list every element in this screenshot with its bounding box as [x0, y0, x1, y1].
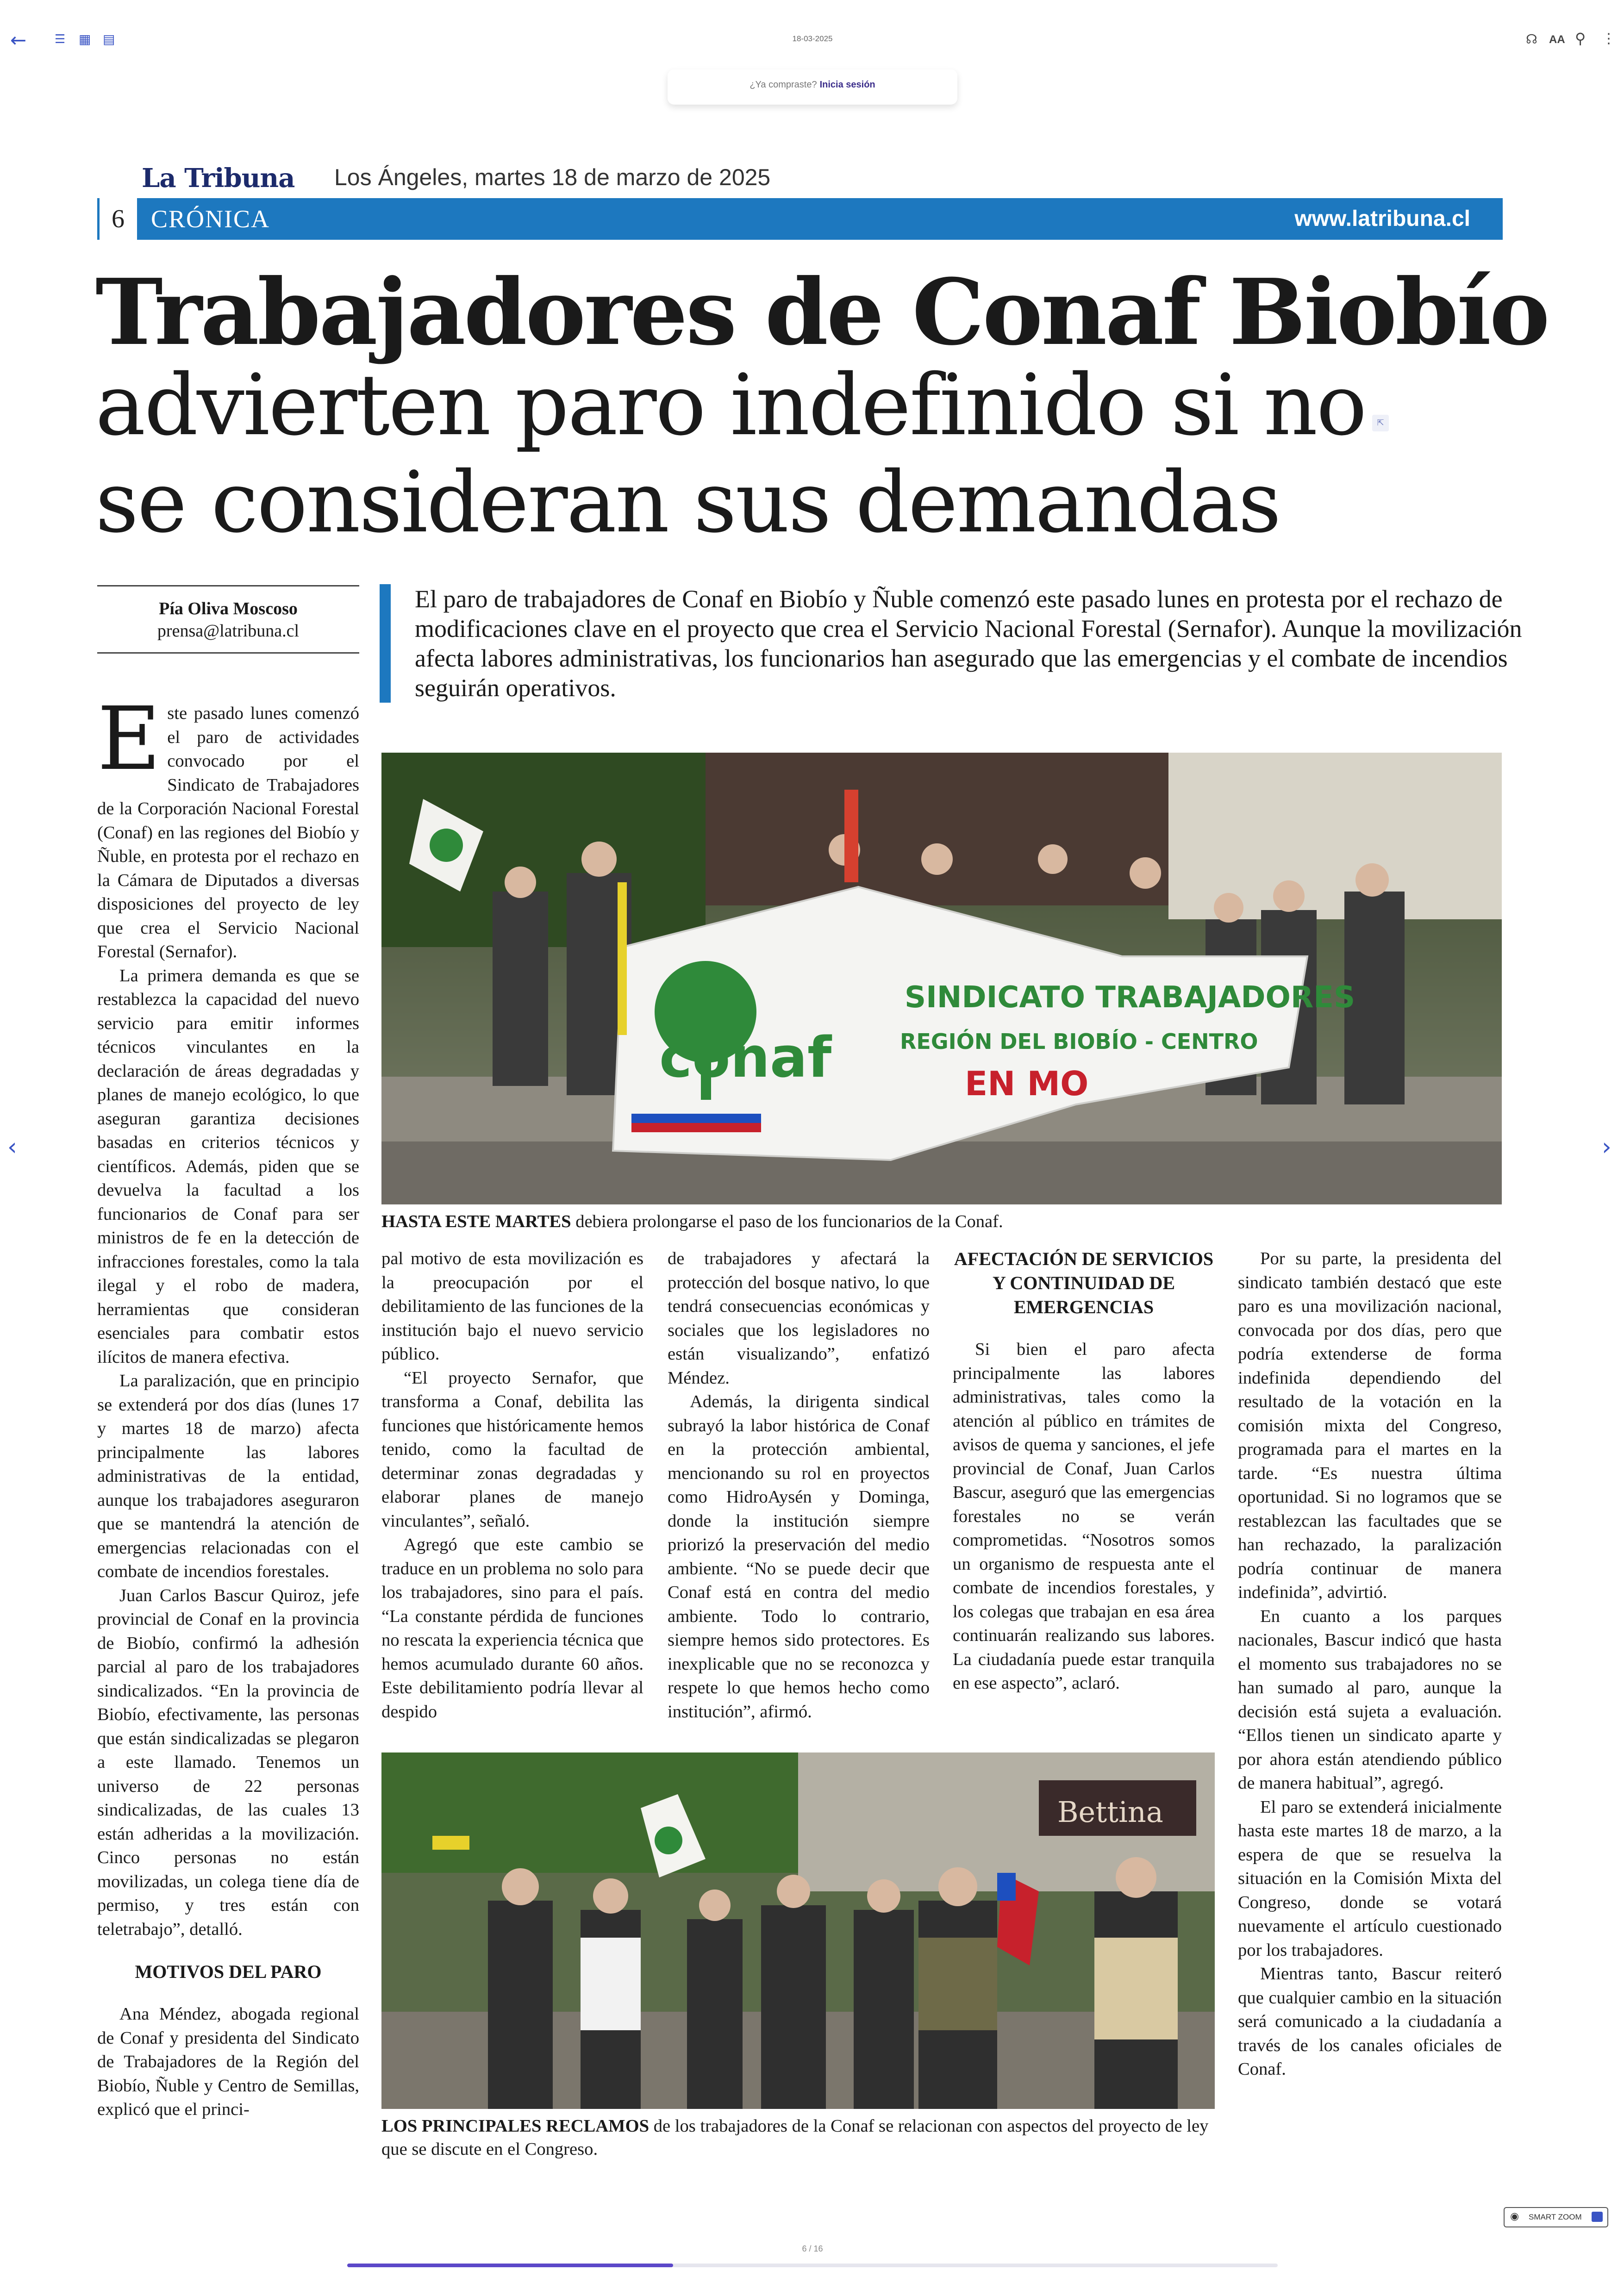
paragraph-1	[97, 688, 359, 964]
page-number: 6	[97, 198, 137, 240]
article-lead: El paro de trabajadores de Conaf en Biobío y Ñuble comenzó este pasado lunes en protesta por el rechazo de modificaciones clave en el proyecto que crea el Servicio Nacional Forestal (Sernafor). Aunque la movilización afecta labores administrativas, los funcionarios han asegurado que las emergencias y el combate de incendios seguirán operativos.	[380, 584, 1526, 703]
headphones-icon[interactable]: ☊	[1526, 31, 1537, 47]
col2-paragraph-2: “El proyecto Sernafor, que transforma a Conaf, debilita las funciones que históricamente hemos tenido, como la facultad de determinar zonas degradadas y elaborar planes de manejo vinculantes”, señaló.	[381, 1368, 643, 1531]
photo-1-caption-text: debiera prolongarse el paso de los funcionarios de la Conaf.	[575, 1212, 1003, 1231]
expand-icon[interactable]: ⇱	[1372, 415, 1389, 431]
more-options-icon[interactable]: ⋮	[1602, 31, 1616, 47]
col5-paragraph-4: Mientras tanto, Bascur reiteró que cualquier cambio en la situación será comunicado a la ciudadanía a través de los canales oficiales de Conaf.	[1238, 1964, 1502, 2079]
site-url: www.latribuna.cl	[1294, 206, 1470, 231]
col3-paragraph-1: de trabajadores y afectará la protección del bosque nativo, lo que tendrá consecuencias económicas y sociales que los legisladores no están visualizando”, enfatizó Méndez.	[668, 1249, 930, 1388]
next-page-arrow-icon[interactable]: ›	[1602, 1133, 1612, 1161]
photo-2-caption-lead: LOS PRINCIPALES RECLAMOS	[381, 2116, 650, 2136]
author-email: prensa@latribuna.cl	[157, 621, 300, 641]
protest-photo-1	[381, 753, 1502, 1204]
banner-line-1: SINDICATO TRABAJADORES	[905, 980, 1355, 1015]
col5-paragraph-2: En cuanto a los parques nacionales, Bascur indicó que hasta el momento sus trabajadores no se han sumado al paro, aunque la decisión está sujeta a evaluación. “Ellos tienen un sindicato aparte y por ahora están atendiendo público de manera habitual”, agregó.	[1238, 1606, 1502, 1793]
smart-zoom-toggle-icon	[1592, 2212, 1603, 2222]
login-link[interactable]: Inicia sesión	[819, 80, 875, 90]
newspaper-logo: La Tribuna	[142, 163, 295, 193]
previous-page-arrow-icon[interactable]: ‹	[7, 1133, 17, 1161]
article-view-icon[interactable]: ▤	[103, 31, 115, 47]
column-3	[668, 1247, 930, 1724]
reader-toolbar	[0, 0, 1624, 79]
banner-line-3: EN MO	[965, 1064, 1089, 1103]
col3-paragraph-2: Además, la dirigenta sindical subrayó la labor histórica de Conaf en la protección ambiental, mencionando su rol en proyectos como HidroAysén y Dominga, donde la institución siempre priorizó la preservación del medio ambiente. “No se puede decir que Conaf está en contra del medio ambiente. Todo lo contrario, siempre hemos sido protectores. Es inexplicable que no se reconozca y respete lo que hemos hecho como institución”, afirmó.	[668, 1392, 930, 1721]
photo-1-caption	[381, 1210, 1502, 1233]
banner-line-2: REGIÓN DEL BIOBÍO - CENTRO	[900, 1029, 1258, 1054]
col5-paragraph-1: Por su parte, la presidenta del sindicato también destacó que este paro es una movilización nacional, convocada por dos días, pero que podría extenderse de forma indefinida dependiendo del resultado de la votación en la comisión mixta del Congreso, programada para el martes en la tarde. “Es nuestra última oportunidad. Si no logramos que se restablezcan las facultades que se han rechazado, la paralización podría continuar de manera indefinida”, advirtió.	[1238, 1249, 1502, 1602]
paragraph-1-text: ste pasado lunes comenzó el paro de actividades convocado por el Sindicato de Trabajadores de la Corporación Nacional Forestal (Conaf) en las regiones del Biobío y Ñuble, en protesta por el rechazo en la Cámara de Diputados a diversas disposiciones del proyecto de ley que crea el Servicio Nacional Forestal (Sernafor).	[97, 704, 359, 961]
back-arrow-icon[interactable]: ←	[10, 29, 27, 51]
protest-photo-2-image	[381, 1752, 1215, 2109]
dropcap: E	[97, 688, 161, 790]
paragraph-3: La paralización, que en principio se extenderá por dos días (lunes 17 y martes 18 de marzo) afecta principalmente las labores administrativas de la entidad, aunque los trabajadores aseguraron que se mantendrá la atención de emergencias relacionadas con el combate de incendios forestales.	[97, 1371, 359, 1581]
section-band	[137, 198, 1503, 240]
column-2	[381, 1247, 643, 1724]
paragraph-5: Ana Méndez, abogada regional de Conaf y presidenta del Sindicato de Trabajadores de la Región del Biobío, Ñuble y Centro de Semillas, explicó que el princi-	[97, 2004, 359, 2119]
list-view-icon[interactable]: ☰	[55, 32, 66, 46]
reading-progress-fill	[347, 2264, 673, 2267]
protest-photo-1-image	[381, 753, 1502, 1204]
column-1	[97, 688, 359, 2122]
smart-zoom-eye-icon: ◉	[1510, 2211, 1519, 2222]
page-indicator: 6 / 16	[802, 2244, 823, 2253]
photo-2-caption	[381, 2114, 1215, 2161]
col2-paragraph-1: pal motivo de esta movilización es la preocupación por el debilitamiento de las funciones de la institución bajo el nuevo servicio público.	[381, 1249, 643, 1364]
smart-zoom-label: SMART ZOOM	[1529, 2213, 1582, 2221]
photo-2-caption-text: de los trabajadores de la Conaf se relacionan con aspectos del proyecto de ley que se discute en el Congreso.	[381, 2116, 1209, 2159]
paragraph-4: Juan Carlos Bascur Quiroz, jefe provincial de Conaf en la provincia de Biobío, confirmó la adhesión parcial al paro de los trabajadores sindicalizados. “En la provincia de Biobío, efectivamente, las personas que están sindicalizadas se plegaron a este llamado. Tenemos un universo de 22 personas sindicalizadas, de las cuales 13 están adheridas a la movilización. Cinco personas no están movilizadas, un colega tiene día de permiso, y tres están con teletrabajo”, detalló.	[97, 1585, 359, 1939]
search-icon[interactable]: ⚲	[1575, 30, 1586, 47]
section-name: CRÓNICA	[151, 205, 270, 233]
smart-zoom-button[interactable]	[1504, 2207, 1608, 2227]
byline	[97, 585, 359, 654]
author-name: Pía Oliva Moscoso	[159, 599, 298, 618]
headline-bold: Trabajadores de Conaf Biobío	[95, 259, 1548, 366]
protest-photo-2	[381, 1752, 1215, 2109]
paragraph-2: La primera demanda es que se restablezca la capacidad del nuevo servicio para emitir informes técnicos vinculantes en la declaración de áreas degradadas y planes de manejo ecológico, lo que aseguran garantiza decisiones basadas en criterios técnicos y científicos. Además, piden que se devuelva la facultad a los funcionarios de Conaf para ser ministros de fe en la detección de infracciones forestales, como la tala ilegal y el robo de madera, herramientas que consideran esenciales para combatir estos ilícitos de manera efectiva.	[97, 966, 359, 1367]
login-question: ¿Ya compraste?	[750, 80, 817, 90]
subhead-motivos: MOTIVOS DEL PARO	[135, 1961, 322, 1982]
col4-paragraph-1: Si bien el paro afecta principalmente las labores administrativas, tales como la atención al público en trámites de avisos de quema y sanciones, el jefe provincial de Conaf, Juan Carlos Bascur, aseguró que las emergencias forestales no se verán comprometidas. “Nosotros somos un organismo de respuesta ante el combate de incendios forestales, y los colegas que trabajan en esa área continuarán realizando sus labores. La ciudadanía puede estar tranquila en ese aspecto”, aclaró.	[953, 1340, 1215, 1693]
login-prompt[interactable]	[668, 69, 957, 105]
edition-date: 18-03-2025	[792, 34, 833, 43]
dateline: Los Ángeles, martes 18 de marzo de 2025	[334, 164, 771, 190]
subhead-afectacion: AFECTACIÓN DE SERVICIOS Y CONTINUIDAD DE EMERGENCIAS	[954, 1248, 1214, 1317]
grid-view-icon[interactable]: ▦	[79, 31, 91, 47]
shop-sign: Bettina	[1057, 1795, 1163, 1829]
text-size-icon[interactable]: AA	[1549, 33, 1565, 46]
column-5	[1238, 1247, 1502, 2082]
banner-conaf-logo: conaf	[659, 1026, 832, 1090]
headline-rest: advierten paro indefinido si no se consideran sus demandas	[95, 356, 1366, 551]
column-4	[953, 1247, 1215, 1696]
col5-paragraph-3: El paro se extenderá inicialmente hasta este martes 18 de marzo, a la espera de que se resuelva la situación en la Comisión Mixta del Congreso, donde se votará nuevamente el artículo cuestionado por los trabajadores.	[1238, 1797, 1502, 1960]
photo-1-caption-lead: HASTA ESTE MARTES	[381, 1212, 571, 1231]
reading-progress-bar[interactable]	[347, 2264, 1278, 2267]
col2-paragraph-3: Agregó que este cambio se traduce en un problema no solo para los trabajadores, sino para el país. “La constante pérdida de funciones no rescata la experiencia técnica que hemos acumulado durante 60 años. Este debilitamiento podría llevar al despido	[381, 1535, 643, 1721]
section-bar	[97, 198, 1503, 240]
